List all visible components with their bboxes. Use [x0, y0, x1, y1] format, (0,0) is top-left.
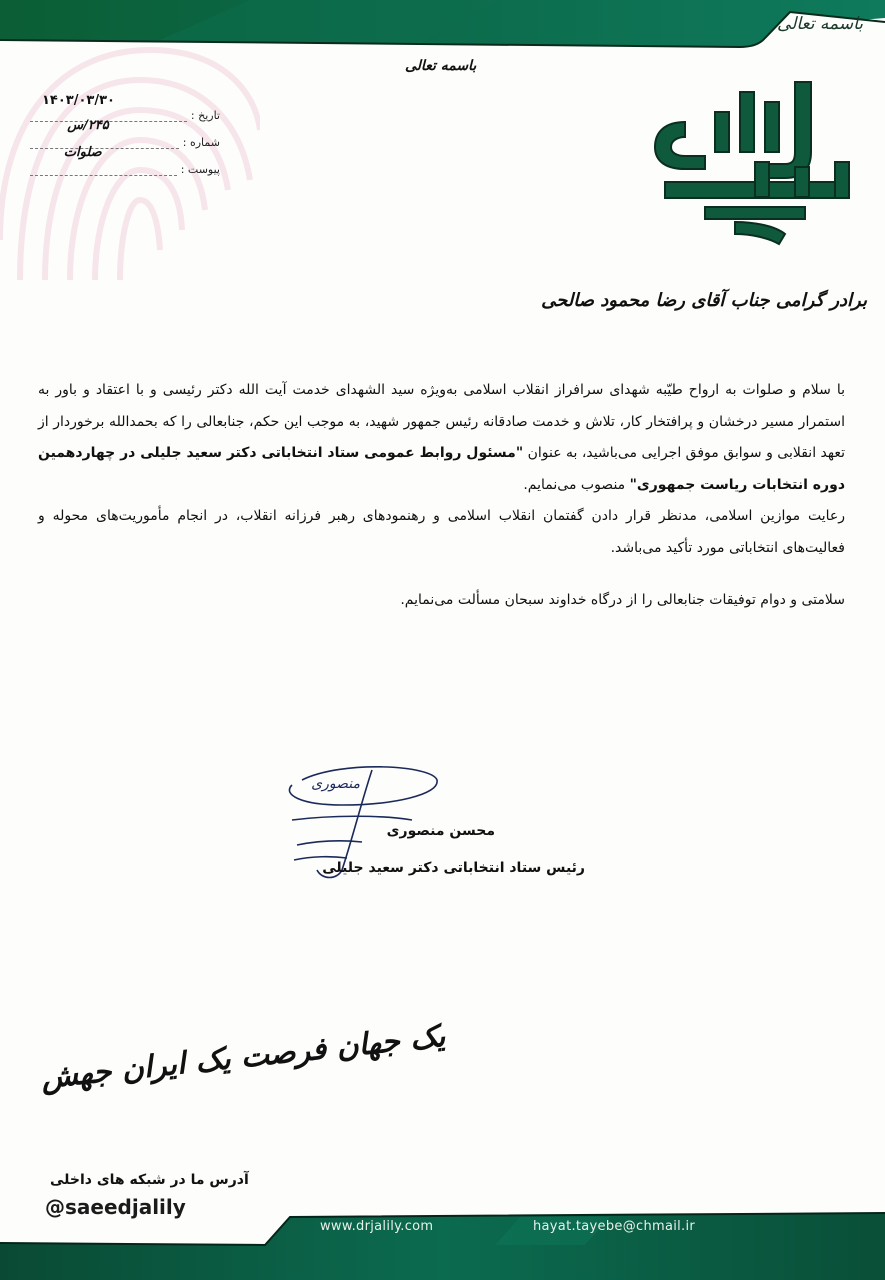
date-field [30, 95, 220, 122]
social-label: آدرس ما در شبکه های داخلی [50, 1172, 249, 1188]
appointment-title: "مسئول روابط عمومی ستاد انتخاباتی دکتر سعید جلیلی در چهاردهمین دوره انتخابات ریاست جمهوری" [37, 445, 845, 493]
logo-basmala: باسمه تعالی [777, 14, 863, 34]
date-label: تاریخ : [190, 109, 220, 122]
date-value: ۱۴۰۳/۰۳/۳۰ [42, 93, 115, 108]
basmala-heading: باسمه تعالی [405, 58, 477, 74]
attachment-value: صلوات [63, 145, 102, 160]
paragraph-1: با سلام و صلوات به ارواح طیّبه شهدای سرافراز انقلاب اسلامی به‌ویژه سید الشهدای خدمت آیت الله دکتر رئیسی و با اعتقاد و باور به استمرار مسیر درخشان و پرافتخار کار، تلاش و خدمت صادقانه رئیس جمهور شهید، به موجب این حکم، جنابعالی را که بحمدالله برخوردار از تعهد انقلابی و سوابق موفق اجرایی می‌باشید، به عنوان "مسئول روابط عمومی ستاد انتخاباتی دکتر سعید جلیلی در چهاردهمین دوره انتخابات ریاست جمهوری" منصوب می‌نمایم. [37, 382, 845, 493]
signer-title: رئیس ستاد انتخاباتی دکتر سعید جلیلی [322, 860, 585, 876]
paragraph-2: رعایت موازین اسلامی، مدنظر قرار دادن گفتمان انقلاب اسلامی و رهنمودهای رهبر فرزانه انقلاب، در انجام مأموریت‌های محوله و فعالیت‌های انتخاباتی مورد تأکید می‌باشد. [38, 508, 845, 556]
social-handle[interactable]: @saeedjalily [45, 1195, 186, 1219]
closing-paragraph: سلامتی و دوام توفیقات جنابعالی را از درگاه خداوند سبحان مسألت می‌نمایم. [400, 592, 845, 608]
number-value: ۲۴۵/س [67, 118, 109, 133]
attachment-label: پیوست : [180, 163, 220, 176]
footer-band [0, 1205, 885, 1280]
letter-meta [30, 95, 220, 176]
jalili-logo [645, 72, 865, 247]
campaign-slogan: یک جهان فرصت یک ایران جهش [39, 1018, 447, 1097]
number-field [30, 118, 220, 149]
website-link[interactable]: www.drjalily.com [320, 1219, 434, 1234]
email-link[interactable]: hayat.tayebe@chmail.ir [533, 1219, 696, 1234]
salutation: برادر گرامی جناب آقای رضا محمود صالحی [541, 290, 867, 311]
number-label: شماره : [182, 136, 220, 149]
signature-text: منصوری [311, 776, 360, 792]
attachment-field [30, 145, 220, 176]
letter-body [38, 375, 845, 617]
signer-name: محسن منصوری [386, 823, 495, 839]
